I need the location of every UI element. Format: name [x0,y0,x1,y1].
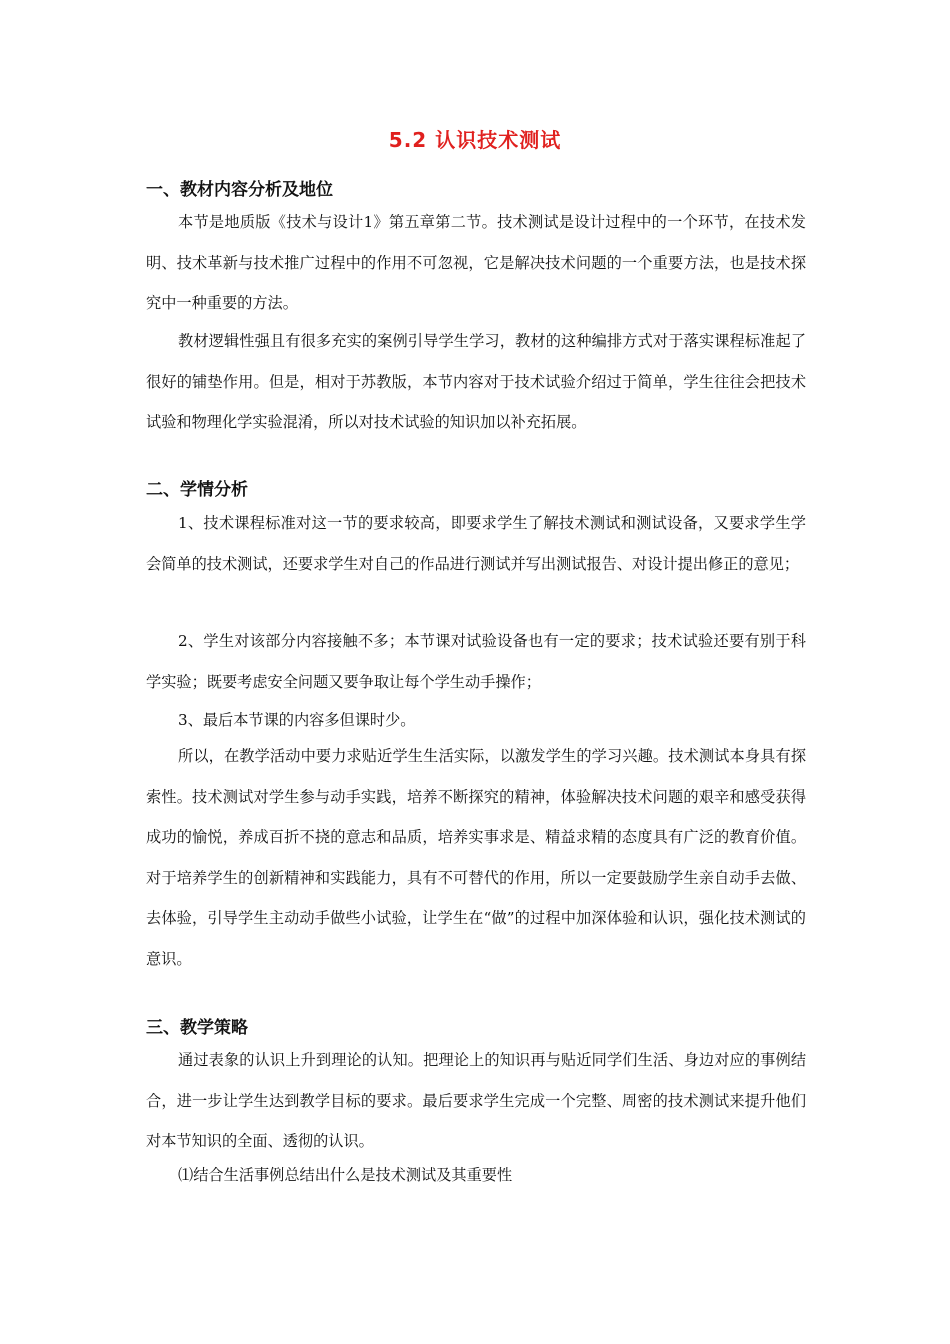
document-title: 5.2 认识技术测试 [388,128,562,152]
section-1-paragraph-2: 教材逻辑性强且有很多充实的案例引导学生学习，教材的这种编排方式对于落实课程标准起了很好的铺垫作用。但是，相对于苏教版，本节内容对于技术试验介绍过于简单，学生往往会把技术试验和物理化学实验混淆，所以对技术试验的知识加以补充拓展。 [146,332,806,431]
section-2-paragraph-1: 1、技术课程标准对这一节的要求较高，即要求学生了解技术测试和测试设备，又要求学生学会简单的技术测试，还要求学生对自己的作品进行测试并写出测试报告、对设计提出修正的意见； [146,514,806,573]
section-heading-2: 二、学情分析 [146,480,248,500]
section-3-paragraph-1: 通过表象的认识上升到理论的认知。把理论上的知识再与贴近同学们生活、身边对应的事例结合，进一步让学生达到教学目标的要求。最后要求学生完成一个完整、周密的技术测试来提升他们对本节知识的全面、透彻的认识。 [146,1051,806,1150]
section-2-paragraph-4: 所以，在教学活动中要力求贴近学生生活实际，以激发学生的学习兴趣。技术测试本身具有探索性。技术测试对学生参与动手实践，培养不断探究的精神，体验解决技术问题的艰辛和感受获得成功的愉悦，养成百折不挠的意志和品质，培养实事求是、精益求精的态度具有广泛的教育价值。对于培养学生的创新精神和实践能力，具有不可替代的作用，所以一定要鼓励学生亲自动手去做、去体验，引导学生主动动手做些小试验，让学生在“做”的过程中加深体验和认识，强化技术测试的意识。 [146,747,806,968]
section-heading-3: 三、教学策略 [146,1018,248,1038]
section-3-list-item-1: ⑴结合生活事例总结出什么是技术测试及其重要性 [178,1166,513,1184]
section-2-paragraph-3: 3、最后本节课的内容多但课时少。 [178,711,416,729]
section-2-paragraph-2: 2、学生对该部分内容接触不多；本节课对试验设备也有一定的要求；技术试验还要有别于科学实验；既要考虑安全问题又要争取让每个学生动手操作； [146,632,806,691]
section-heading-1: 一、教材内容分析及地位 [146,180,333,200]
section-1-paragraph-1: 本节是地质版《技术与设计1》第五章第二节。技术测试是设计过程中的一个环节，在技术发明、技术革新与技术推广过程中的作用不可忽视，它是解决技术问题的一个重要方法，也是技术探究中一种重要的方法。 [146,213,806,312]
